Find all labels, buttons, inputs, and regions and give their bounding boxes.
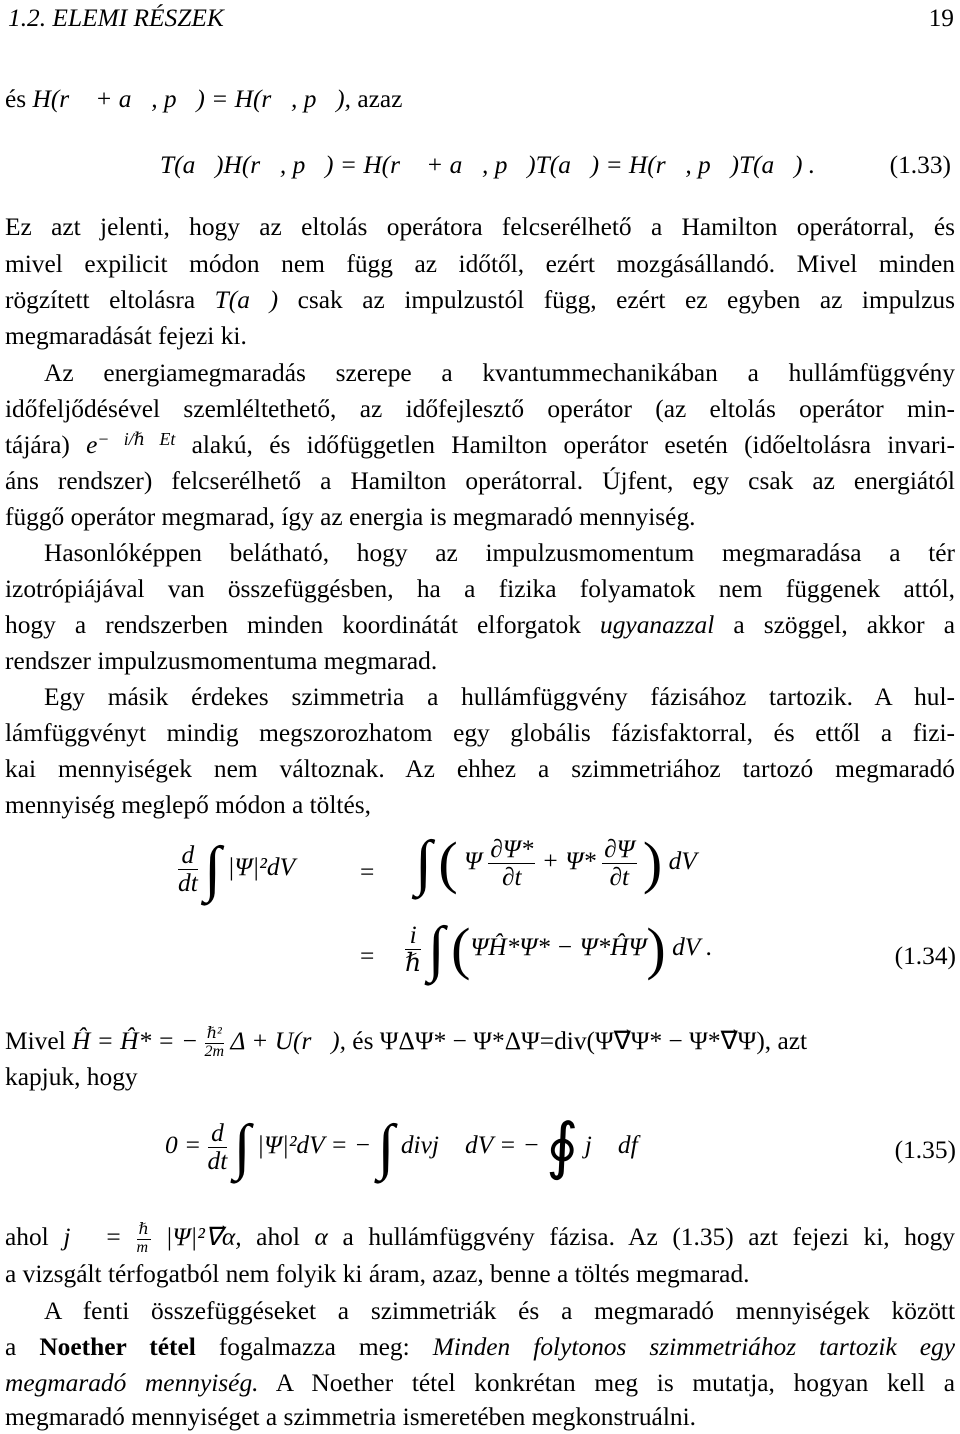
text-line: és H(r⃗ + a⃗, p⃗) = H(r⃗, p⃗), azaz [5,85,403,113]
equation-label: (1.33) [889,151,951,179]
text-line: megmaradó mennyiség. A Noether tétel konkrétan meg is mutatja, hogyan kell a [5,1369,955,1397]
text-line: izotrópiájával van összefüggésben, ha a fizika folyamatok nem függenek attól, [5,575,955,603]
partial-fraction: $\frac{\partial\Psi}{\partial t}$ [604,834,635,891]
integral-sign: ∫ [377,1113,395,1181]
text-line: Az energiamegmaradás szerepe a kvantummechanikában a hullámfüggvény [44,359,955,387]
text-line: áns rendszer) felcserélhető a Hamilton operátorral. Újfent, egy csak az energiától [5,467,955,495]
text-line: időfeljődésével szemléltethető, az időfejlesztő operátor (az eltolás operátor min- [5,395,955,423]
page-number: 19 [928,4,954,32]
text-line: a vizsgált térfogatból nem folyik ki áram, azaz, benne a töltés megmarad. [5,1260,750,1288]
text-line: Mivel Ĥ = Ĥ* = − $\frac{\text{ℏ²}}{2m}$ Δ + U(r⃗), és ΨΔΨ* − Ψ*ΔΨ=div(Ψ∇⃗Ψ* − Ψ*∇⃗Ψ), azt [5,1024,808,1060]
partial-fraction: $\frac{\partial\Psi*}{\partial t}$ [490,834,534,891]
text-line: A fenti összefüggéseket a szimmetriák és a megmaradó mennyiségek között [44,1297,955,1325]
integral-sign: ∫ [233,1113,251,1181]
text-line: tájára) $e^{- i/\hbar Et}$ alakú, és időfüggetlen Hamilton operátor esetén (időeltolásra invari- [5,429,955,459]
text-line: a Noether tétel fogalmazza meg: Minden folytonos szimmetriához tartozik egy [5,1333,956,1361]
section-title: 1.2. ELEMI RÉSZEK [8,4,224,32]
text-line: lámfüggvényt mindig megszorozhatom egy globális fázisfaktorral, és ettől a fizi- [5,719,955,747]
running-header [8,4,954,38]
derivative-fraction: $\frac{d}{dt}$ [178,840,198,897]
text-line: rögzített eltolásra T(a⃗) csak az impulzustól függ, ezért ez egyben az impulzus [5,286,955,314]
text-line: rendszer impulzusmomentuma megmarad. [5,647,438,675]
integral-sign: ∫ [427,915,445,983]
text-line: mivel expilicit módon nem függ az időtől, ezért mozgásállandó. Mivel minden [5,250,955,278]
contour-integral-sign: ∮ [546,1113,579,1181]
text-line: megmaradását fejezi ki. [5,322,247,350]
text-line: kai mennyiségek nem változnak. Az ehhez a szimmetriához tartozó megmaradó [5,755,955,783]
equation-1-33 [5,148,955,182]
i-over-hbar: $\frac{i}{\text{ℏ}}$ [405,920,422,977]
equation-body: T(a⃗)H(r⃗, p⃗) = H(r⃗ + a⃗, p⃗)T(a⃗) = H(r⃗, p⃗)T(a⃗) . [160,151,816,179]
text-line: Egy másik érdekes szimmetria a hullámfüggvény fázisához tartozik. A hul- [44,683,955,711]
equation-label: (1.35) [894,1136,956,1164]
text-line: kapjuk, hogy [5,1063,138,1091]
integral-sign: ∫ [415,829,432,897]
text-line: mennyiség meglepő módon a töltés, [5,791,371,819]
text-line: függő operátor megmarad, így az energia is megmaradó mennyiség. [5,503,696,531]
equals-sign: = [360,942,375,970]
equation-label: (1.34) [894,942,956,970]
text-line: hogy a rendszerben minden koordinátát elforgatok ugyanazzal a szöggel, akkor a [5,611,955,639]
text-line: Hasonlóképpen belátható, hogy az impulzusmomentum megmaradása a tér [44,539,955,567]
equals-sign: = [360,858,375,886]
text-line: ahol j⃗ = $\frac{\text{ℏ}}{m}$ |Ψ|²∇⃗α, ahol α a hullámfüggvény fázisa. Az (1.35) azt fejezi ki, hogy [5,1220,955,1256]
text-line: Ez azt jelenti, hogy az eltolás operátora felcserélhető a Hamilton operátorral, és [5,213,955,241]
text-line: megmaradó mennyiséget a szimmetria ismeretében megkonstruálni. [5,1403,696,1431]
integrand: |Ψ|²dV [227,852,296,881]
integral-sign: ∫ [204,835,222,903]
